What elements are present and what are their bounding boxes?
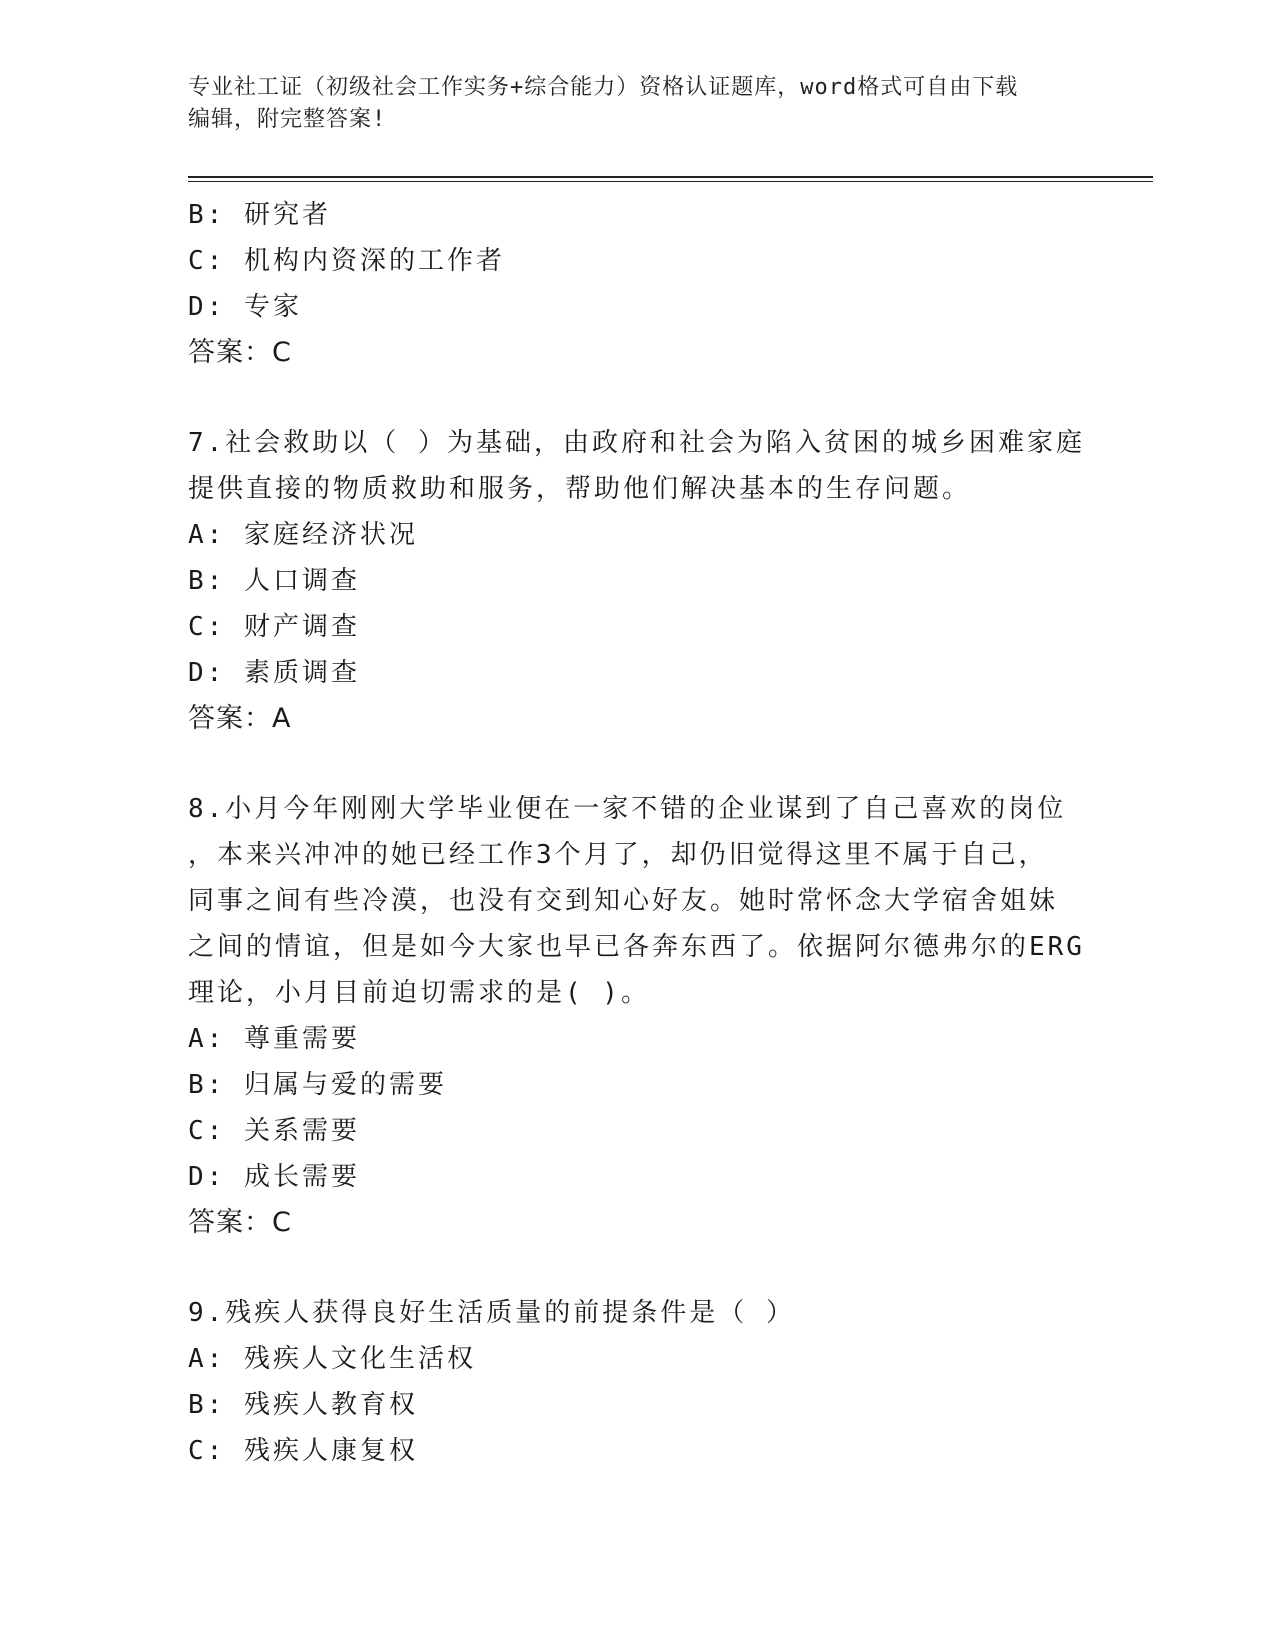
- option-a: A: 尊重需要: [188, 1024, 360, 1054]
- option-b: B: 人口调查: [188, 566, 360, 596]
- answer-line: 答案：C: [188, 337, 292, 368]
- question-text-line: 9.残疾人获得良好生活质量的前提条件是（ ）: [188, 1298, 795, 1328]
- option-d: D: 专家: [188, 292, 302, 322]
- question-text-line: 提供直接的物质救助和服务，帮助他们解决基本的生存问题。: [188, 474, 972, 504]
- question-text-line: 之间的情谊，但是如今大家也早已各奔东西了。依据阿尔德弗尔的ERG: [188, 932, 1085, 962]
- question-9: [188, 1290, 1153, 1474]
- document-page: [188, 72, 1153, 1474]
- option-c: C: 财产调查: [188, 612, 360, 642]
- option-b: B: 残疾人教育权: [188, 1390, 418, 1420]
- option-a: A: 残疾人文化生活权: [188, 1344, 476, 1374]
- option-b: B: 研究者: [188, 200, 331, 230]
- question-7: [188, 420, 1153, 742]
- question-8: [188, 786, 1153, 1246]
- option-c: C: 机构内资深的工作者: [188, 246, 505, 276]
- option-d: D: 素质调查: [188, 658, 360, 688]
- option-c: C: 关系需要: [188, 1116, 360, 1146]
- header-line-2: 编辑，附完整答案!: [188, 107, 387, 132]
- question-list: [188, 192, 1153, 1474]
- option-a: A: 家庭经济状况: [188, 520, 418, 550]
- answer-line: 答案：C: [188, 1207, 292, 1238]
- question-6-tail: [188, 192, 1153, 376]
- option-d: D: 成长需要: [188, 1162, 360, 1192]
- question-text-line: 8.小月今年刚刚大学毕业便在一家不错的企业谋到了自己喜欢的岗位: [188, 794, 1067, 824]
- option-b: B: 归属与爱的需要: [188, 1070, 447, 1100]
- option-c: C: 残疾人康复权: [188, 1436, 418, 1466]
- question-text-line: 同事之间有些冷漠，也没有交到知心好友。她时常怀念大学宿舍姐妹: [188, 886, 1059, 916]
- question-text-line: 7.社会救助以（ ）为基础，由政府和社会为陷入贫困的城乡困难家庭: [188, 428, 1085, 458]
- document-header: [188, 72, 1153, 136]
- question-text-line: 理论，小月目前迫切需求的是( )。: [188, 978, 650, 1008]
- header-divider: [188, 176, 1153, 182]
- answer-line: 答案：A: [188, 703, 292, 734]
- question-text-line: ，本来兴冲冲的她已经工作3个月了，却仍旧觉得这里不属于自己，: [188, 840, 1048, 870]
- header-line-1: 专业社工证（初级社会工作实务+综合能力）资格认证题库，word格式可自由下载: [188, 75, 1019, 100]
